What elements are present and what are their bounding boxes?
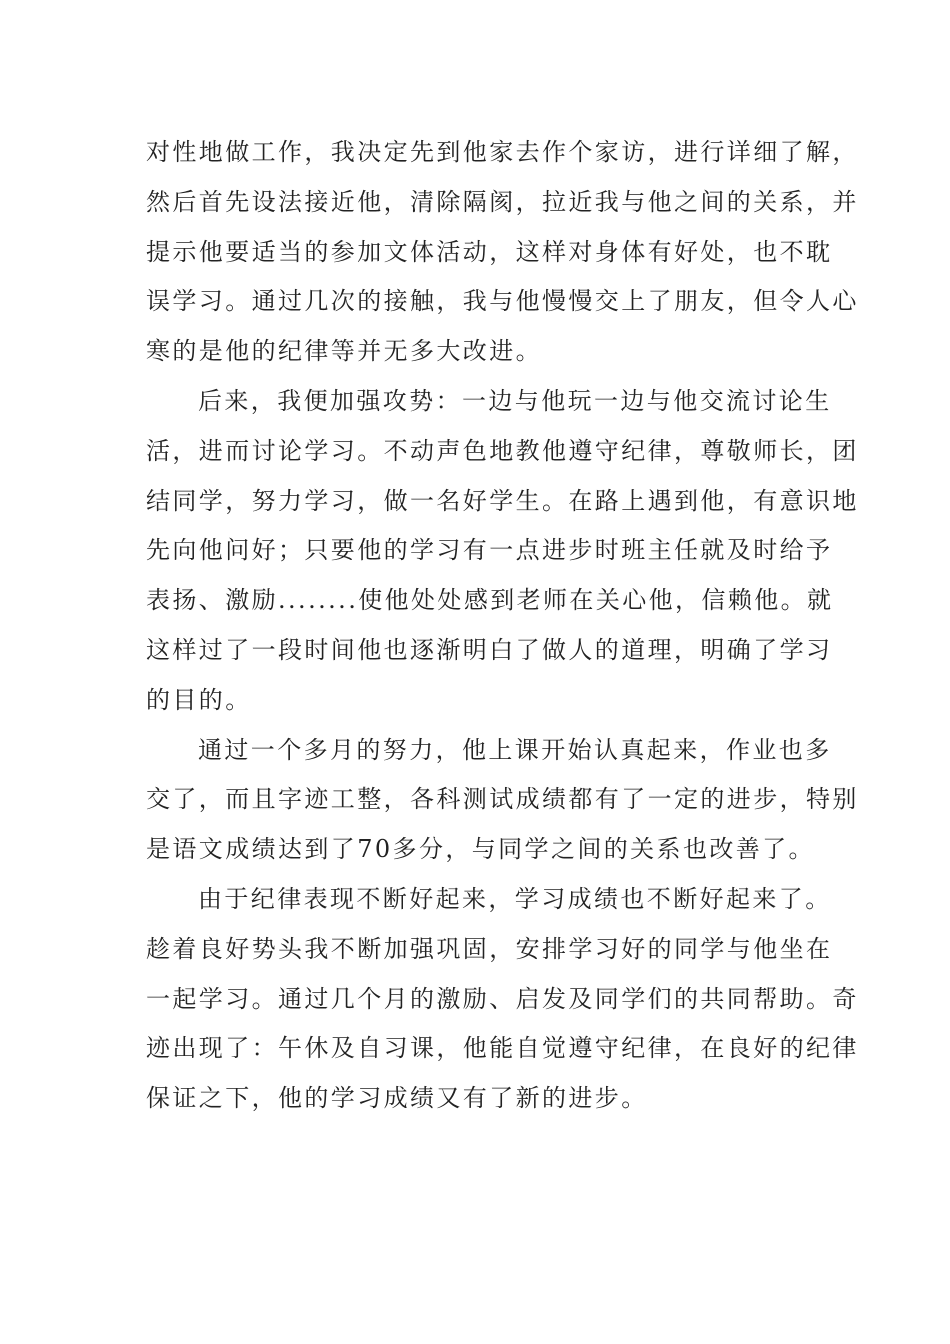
text-line: 由于纪律表现不断好起来，学习成绩也不断好起来了。 (198, 884, 832, 913)
text-line: 误学习。通过几次的接触，我与他慢慢交上了朋友，但令人心 (146, 287, 859, 316)
text-line: 这样过了一段时间他也逐渐明白了做人的道理，明确了学习 (146, 635, 833, 664)
text-line: 结同学，努力学习，做一名好学生。在路上遇到他，有意识地 (146, 486, 859, 515)
text-line: 保证之下，他的学习成绩又有了新的进步。 (146, 1084, 648, 1113)
text-line: 是语文成绩达到了70多分，与同学之间的关系也改善了。 (146, 835, 815, 864)
text-line: 一起学习。通过几个月的激励、启发及同学们的共同帮助。奇 (146, 984, 859, 1013)
text-line: 通过一个多月的努力，他上课开始认真起来，作业也多 (198, 735, 832, 764)
text-line: 迹出现了：午休及自习课，他能自觉遵守纪律，在良好的纪律 (146, 1034, 859, 1063)
paragraph-4 (146, 875, 859, 1124)
text-line: 后来，我便加强攻势：一边与他玩一边与他交流讨论生 (198, 386, 832, 415)
paragraph-1 (146, 128, 859, 377)
text-line: 先向他问好；只要他的学习有一点进步时班主任就及时给予 (146, 536, 833, 565)
text-line: 对性地做工作，我决定先到他家去作个家访，进行详细了解， (146, 138, 859, 166)
text-line: 表扬、激励........使他处处感到老师在关心他，信赖他。就 (146, 586, 834, 615)
text-line: 趁着良好势头我不断加强巩固，安排学习好的同学与他坐在 (146, 934, 833, 963)
text-line: 活，进而讨论学习。不动声色地教他遵守纪律，尊敬师长，团 (146, 436, 859, 465)
text-line: 然后首先设法接近他，清除隔阂，拉近我与他之间的关系，并 (146, 187, 859, 216)
text-line: 提示他要适当的参加文体活动，这样对身体有好处，也不耽 (146, 237, 833, 266)
text-line: 交了，而且字迹工整，各科测试成绩都有了一定的进步，特别 (146, 785, 859, 814)
document-body (146, 128, 859, 1124)
text-line: 的目的。 (146, 685, 252, 714)
paragraph-3 (146, 726, 859, 875)
paragraph-2 (146, 377, 859, 726)
text-line: 寒的是他的纪律等并无多大改进。 (146, 337, 542, 366)
